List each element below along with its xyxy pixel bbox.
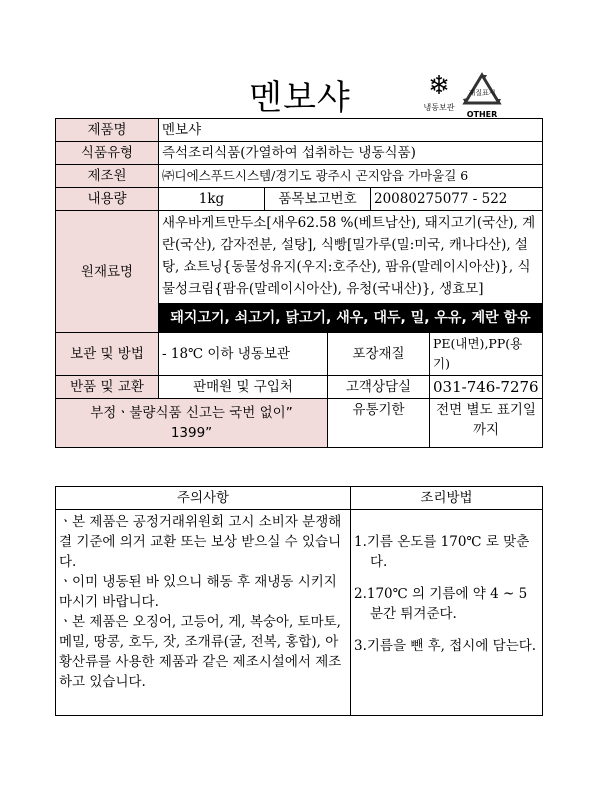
notes-table [55,486,543,716]
recycle-icon [462,72,502,106]
cooking-step: 1.기름 온도를 170℃ 로 맞춘다. [354,534,530,570]
report-value: 20080275077 - 522 [371,188,543,211]
expiry-label: 유통기한 [328,399,430,448]
weight-label: 내용량 [56,188,159,211]
expiry-value: 전면 별도 표기일까지 [430,399,543,448]
caution-item: ㆍ본 제품은 오징어, 고등어, 게, 복숭아, 토마토, 메밀, 땅콩, 호두, 잣, 조개류(굴, 전복, 홍합), 아황산류를 사용한 제품과 같은 제조시설에서 제조하고 있습니다. [59,614,342,690]
page-title: 멘보샤 [249,78,351,118]
type-label: 식품유형 [56,142,159,165]
caution-item: ㆍ이미 냉동된 바 있으니 해동 후 재냉동 시키지 마시기 바랍니다. [59,574,337,610]
weight-value: 1kg [159,188,265,211]
snowflake-icon: ❄ [428,71,450,101]
label-icons [422,72,502,120]
name-label: 제품명 [56,119,159,142]
frozen-label: 냉동보관 [423,103,455,112]
caution-item: ㆍ본 제품은 공정거래위원회 고시 소비자 분쟁해결 기준에 의거 교환 또는 보상 받으실 수 있습니다. [59,514,342,570]
product-info-table [55,118,543,448]
caution-list [56,510,351,716]
ingredients-value: 새우바게트만두소[새우62.58 %(베트남산), 돼지고기(국산), 계란(국산), 감자전분, 설탕], 식빵[밀가루(밀:미국, 캐나다산), 설탕, 쇼트닝{동물성유지(우지:호주산), 팜유(말레이시아산)}, 식물성크림{팜유(말레이시아산), 유청(국내산)}, 생효모] [162,215,536,297]
caution-title: 주의사항 [56,487,351,510]
maker-value: ㈜디에스푸드시스템/경기도 광주시 곤지암읍 가마울길 6 [159,165,543,188]
report-label: 품목보고번호 [265,188,371,211]
service-label: 고객상담실 [328,376,430,399]
cooking-title: 조리방법 [351,487,543,510]
service-phone: 031-746-7276 [430,376,543,399]
report-notice: 부정ㆍ불량식품 신고는 국번 없이” 1399” [56,399,328,448]
exchange-value: 판매원 및 구입처 [159,376,328,399]
maker-label: 제조원 [56,165,159,188]
recycle-badge [462,72,502,119]
storage-label: 보관 및 방법 [56,333,159,376]
packaging-value: PE(내면),PP(용기) [430,333,543,376]
cooking-steps [351,510,543,716]
recycle-inner-text: 재질표시 [468,89,496,97]
recycle-label: OTHER [466,110,498,119]
allergen-notice: 돼지고기, 쇠고기, 닭고기, 새우, 대두, 밀, 우유, 계란 함유 [159,303,542,333]
ingredients-label: 원재료명 [56,211,159,333]
cooking-step: 2.170℃ 의 기름에 약 4 ~ 5분간 튀겨준다. [354,586,528,622]
name-value: 멘보샤 [159,119,543,142]
type-value: 즉석조리식품(가열하여 섭취하는 냉동식품) [159,142,543,165]
frozen-storage-badge [422,72,456,113]
exchange-label: 반품 및 교환 [56,376,159,399]
storage-value: - 18℃ 이하 냉동보관 [159,333,328,376]
cooking-step: 3.기름을 뺀 후, 접시에 담는다. [354,638,537,654]
packaging-label: 포장재질 [328,333,430,376]
